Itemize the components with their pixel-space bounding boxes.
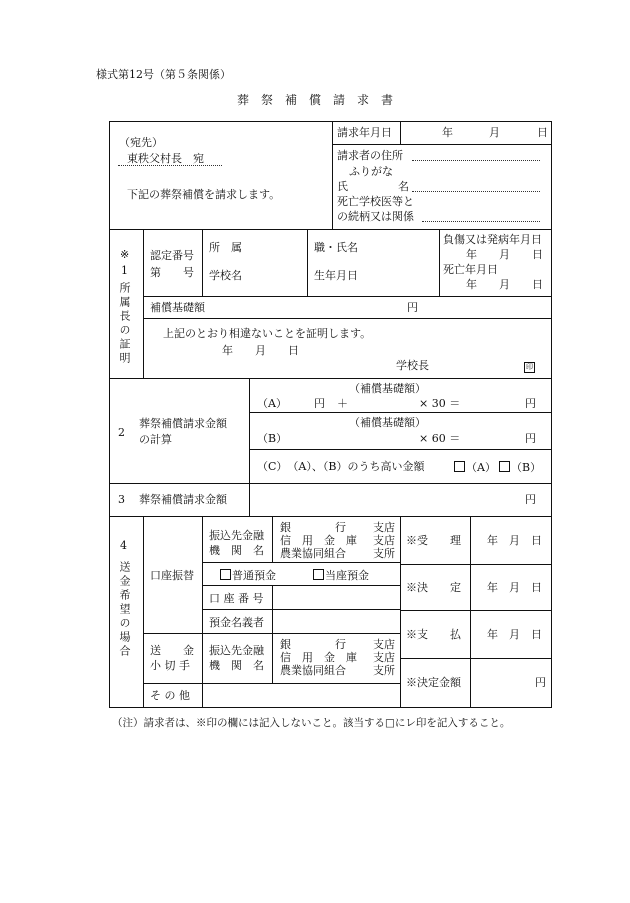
row-a-formula: × 30 ＝ bbox=[419, 397, 461, 410]
option-a-checkbox[interactable] bbox=[454, 461, 496, 473]
account-holder-label: 預金名義者 bbox=[209, 616, 264, 629]
remit-bank-label-2: 機 関 名 bbox=[209, 659, 264, 672]
bank-type-2: 信 用 金 庫 bbox=[280, 534, 357, 547]
decided-amount-label: ※決定金額 bbox=[406, 676, 461, 689]
branch-1: 支店 bbox=[373, 521, 395, 534]
row-b-label: （B） bbox=[257, 432, 288, 445]
affiliation-label: 所 属 bbox=[209, 241, 242, 254]
remit-branch-1: 支店 bbox=[373, 638, 395, 651]
bank-type-1: 銀 行 bbox=[280, 521, 346, 534]
relation-label-1: 死亡学校医等と bbox=[337, 195, 414, 208]
other-label: そ の 他 bbox=[150, 689, 190, 702]
remit-check-label-1: 送 金 bbox=[150, 644, 194, 657]
footnote: （注）請求者は、※印の欄には記入しないこと。該当する□にレ印を記入すること。 bbox=[112, 717, 511, 729]
school-label: 学校名 bbox=[209, 269, 242, 282]
request-date-label: 請求年月日 bbox=[337, 126, 392, 139]
remit-bank-label-1: 振込先金融 bbox=[209, 644, 264, 657]
row-a-yen: 円 bbox=[314, 397, 325, 410]
option-b-checkbox[interactable] bbox=[499, 461, 541, 473]
certify-date: 年 月 日 bbox=[222, 344, 299, 357]
seal-mark bbox=[524, 360, 535, 373]
section1-mark: ※ bbox=[120, 248, 130, 261]
seal-icon: 印 bbox=[526, 363, 533, 371]
account-transfer-label: 口座振替 bbox=[150, 569, 194, 582]
row-c-label: （C） （A）、（B）のうち高い金額 bbox=[257, 460, 425, 473]
paid-date: 年 月 日 bbox=[487, 628, 542, 641]
addressee-name: 東秩父村長 宛 bbox=[127, 152, 204, 165]
base-header-b: （補償基礎額） bbox=[349, 416, 426, 429]
account-number-label: 口 座 番 号 bbox=[209, 592, 264, 605]
checkbox-icon bbox=[220, 569, 231, 580]
request-text: 下記の葬祭補償を請求します。 bbox=[127, 188, 281, 201]
checkbox-icon bbox=[454, 461, 465, 472]
date-day-unit: 日 bbox=[537, 126, 548, 139]
claimant-name-field[interactable] bbox=[412, 191, 540, 192]
ordinary-deposit-label: 普通預金 bbox=[232, 569, 276, 582]
remit-check-label-2: 小 切 手 bbox=[150, 659, 190, 672]
remit-branch-2: 支店 bbox=[373, 651, 395, 664]
furigana-label: ふりがな bbox=[349, 165, 393, 178]
decided-date: 年 月 日 bbox=[487, 581, 542, 594]
section2-label-2: の計算 bbox=[139, 433, 172, 446]
ordinary-deposit-checkbox[interactable] bbox=[220, 569, 276, 581]
checking-deposit-checkbox[interactable] bbox=[313, 569, 369, 581]
remit-bank-type-1: 銀 行 bbox=[280, 638, 346, 651]
remit-branch-3: 支所 bbox=[373, 664, 395, 677]
branch-3: 支所 bbox=[373, 547, 395, 560]
relation-label-2: の続柄又は関係 bbox=[337, 210, 414, 223]
title-name-label: 職・氏名 bbox=[314, 241, 358, 254]
claimant-address-label: 請求者の住所 bbox=[337, 149, 403, 162]
row-b-formula: × 60 ＝ bbox=[419, 432, 461, 445]
remit-bank-type-3: 農業協同組合 bbox=[280, 664, 346, 677]
section3-yen: 円 bbox=[525, 493, 536, 506]
death-date-label: 死亡年月日 bbox=[443, 263, 498, 276]
form-number: 様式第12号（第５条関係） bbox=[96, 68, 231, 81]
section4-side-label: 送金希望の場合 bbox=[118, 561, 131, 659]
name-label-b: 名 bbox=[398, 180, 409, 193]
injury-date-value: 年 月 日 bbox=[466, 248, 543, 261]
received-label: ※受 理 bbox=[406, 534, 461, 547]
date-year-unit: 年 bbox=[442, 126, 453, 139]
addressee-label: （宛先） bbox=[119, 136, 163, 149]
section1-side-label: 所属長の証明 bbox=[118, 282, 131, 366]
received-date: 年 月 日 bbox=[487, 534, 542, 547]
section3-number: 3 bbox=[118, 493, 125, 506]
base-header-a: （補償基礎額） bbox=[349, 382, 426, 395]
bank-label-2: 機 関 名 bbox=[209, 544, 264, 557]
branch-2: 支店 bbox=[373, 534, 395, 547]
section3-label: 葬祭補償請求金額 bbox=[139, 493, 227, 506]
row-a-label: （A） bbox=[257, 397, 287, 410]
cert-number-label: 認定番号 bbox=[150, 249, 194, 262]
page-title: 葬 祭 補 償 請 求 書 bbox=[236, 93, 393, 107]
section2-label-1: 葬祭補償請求金額 bbox=[139, 417, 227, 430]
base-amount-label: 補償基礎額 bbox=[150, 301, 205, 314]
decided-label: ※決 定 bbox=[406, 581, 461, 594]
bank-label-1: 振込先金融 bbox=[209, 529, 264, 542]
section1-number: 1 bbox=[121, 264, 128, 277]
checkbox-icon bbox=[313, 569, 324, 580]
option-a-label: （A） bbox=[466, 461, 496, 474]
section4-number: 4 bbox=[120, 539, 127, 552]
row-a-result-yen: 円 bbox=[525, 397, 536, 410]
row-a-plus: ＋ bbox=[337, 397, 348, 410]
certify-text: 上記のとおり相違ないことを証明します。 bbox=[163, 327, 372, 340]
base-amount-yen: 円 bbox=[407, 301, 418, 314]
paid-label: ※支 払 bbox=[406, 628, 461, 641]
row-b-result-yen: 円 bbox=[525, 432, 536, 445]
section2-number: 2 bbox=[118, 426, 125, 439]
injury-date-label: 負傷又は発病年月日 bbox=[443, 233, 542, 246]
relation-field[interactable] bbox=[422, 221, 540, 222]
birth-date-label: 生年月日 bbox=[314, 269, 358, 282]
remit-bank-type-2: 信 用 金 庫 bbox=[280, 651, 357, 664]
option-b-label: （B） bbox=[511, 461, 542, 474]
bank-type-3: 農業協同組合 bbox=[280, 547, 346, 560]
checkbox-icon bbox=[499, 461, 510, 472]
name-label-a: 氏 bbox=[337, 180, 348, 193]
principal-label: 学校長 bbox=[396, 359, 429, 372]
checking-deposit-label: 当座預金 bbox=[325, 569, 369, 582]
cert-number-suffix: 第 号 bbox=[150, 266, 194, 279]
date-month-unit: 月 bbox=[489, 126, 500, 139]
claimant-address-field[interactable] bbox=[412, 160, 540, 161]
decided-amount-yen: 円 bbox=[535, 676, 546, 689]
death-date-value: 年 月 日 bbox=[466, 278, 543, 291]
